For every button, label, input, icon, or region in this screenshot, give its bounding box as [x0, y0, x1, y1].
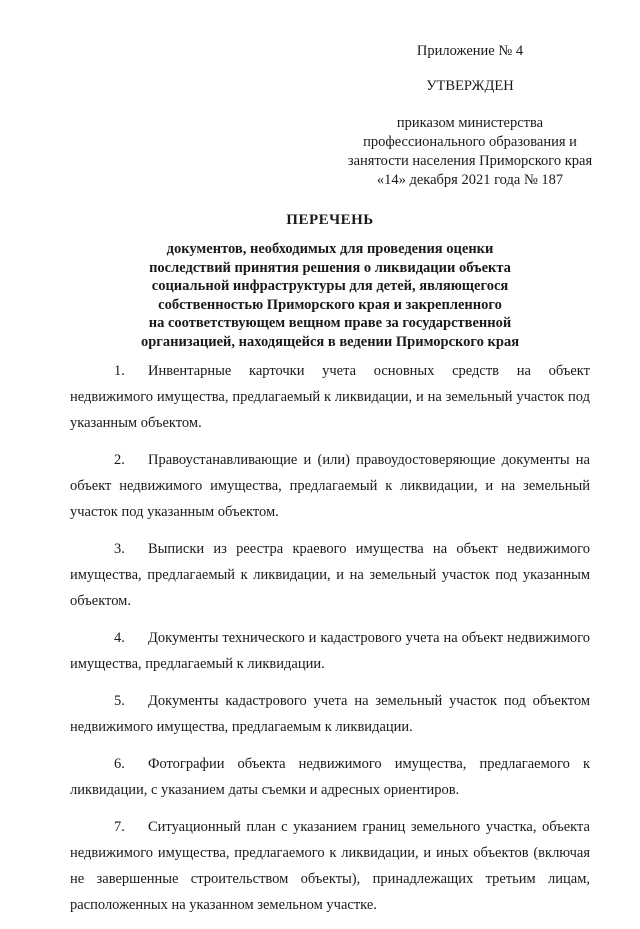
order-reference: [330, 114, 610, 190]
item-text: Инвентарные карточки учета основных средств на объект недвижимого имущества, предлагаемый к ликвидации, и на земельный участок под указанным объектом.: [70, 363, 590, 431]
approved-label: УТВЕРЖДЕН: [426, 78, 514, 94]
list-item: [70, 358, 590, 436]
subtitle-line: собственностью Приморского края и закрепленного: [158, 296, 502, 313]
item-text: Документы технического и кадастрового учета на объект недвижимого имущества, предлагаемый к ликвидации.: [70, 630, 590, 672]
subtitle-line: социальной инфраструктуры для детей, являющегося: [151, 278, 509, 295]
list-item: [70, 814, 590, 918]
item-text: Ситуационный план с указанием границ земельного участка, объекта недвижимого имущества, предлагаемого к ликвидации, и иных объектов (включая не завершенные строительством объекты), принадлежащих третьим лицам, расположенных на указанном земельном участке.: [70, 819, 590, 913]
item-number: 7.: [114, 819, 125, 835]
item-number: 4.: [114, 630, 125, 646]
item-text: Фотографии объекта недвижимого имущества, предлагаемого к ликвидации, с указанием даты съемки и адресных ориентиров.: [70, 756, 590, 798]
order-line: «14» декабря 2021 года № 187: [376, 172, 564, 188]
document-subtitle: [60, 240, 600, 352]
item-number: 2.: [114, 452, 125, 468]
subtitle-line: последствий принятия решения о ликвидации объекта: [149, 259, 511, 276]
item-number: 3.: [114, 541, 125, 557]
document-list: [70, 358, 590, 929]
item-number: 1.: [114, 363, 125, 379]
list-item: [70, 447, 590, 525]
subtitle-line: на соответствующем вещном праве за государственной: [148, 315, 512, 332]
item-text: Документы кадастрового учета на земельный участок под объектом недвижимого имущества, предлагаемым к ликвидации.: [70, 693, 590, 735]
order-line: приказом министерства: [396, 115, 544, 131]
list-item: [70, 751, 590, 803]
item-text: Выписки из реестра краевого имущества на объект недвижимого имущества, предлагаемый к ликвидации, и на земельный участок под указанным объектом.: [70, 541, 590, 609]
list-item: [70, 688, 590, 740]
list-item: [70, 536, 590, 614]
document-title: ПЕРЕЧЕНЬ: [286, 212, 374, 228]
subtitle-line: организацией, находящейся в ведении Приморского края: [140, 333, 520, 350]
approval-header: [330, 42, 610, 190]
order-line: профессионального образования и: [363, 134, 577, 150]
subtitle-line: документов, необходимых для проведения оценки: [166, 241, 494, 257]
item-text: Правоустанавливающие и (или) правоудостоверяющие документы на объект недвижимого имущества, предлагаемый к ликвидации, и на земельный участок под указанным объектом.: [70, 452, 590, 520]
item-number: 6.: [114, 756, 125, 772]
item-number: 5.: [114, 693, 125, 709]
order-line: занятости населения Приморского края: [347, 153, 593, 169]
list-item: [70, 625, 590, 677]
appendix-label: Приложение № 4: [416, 43, 524, 59]
